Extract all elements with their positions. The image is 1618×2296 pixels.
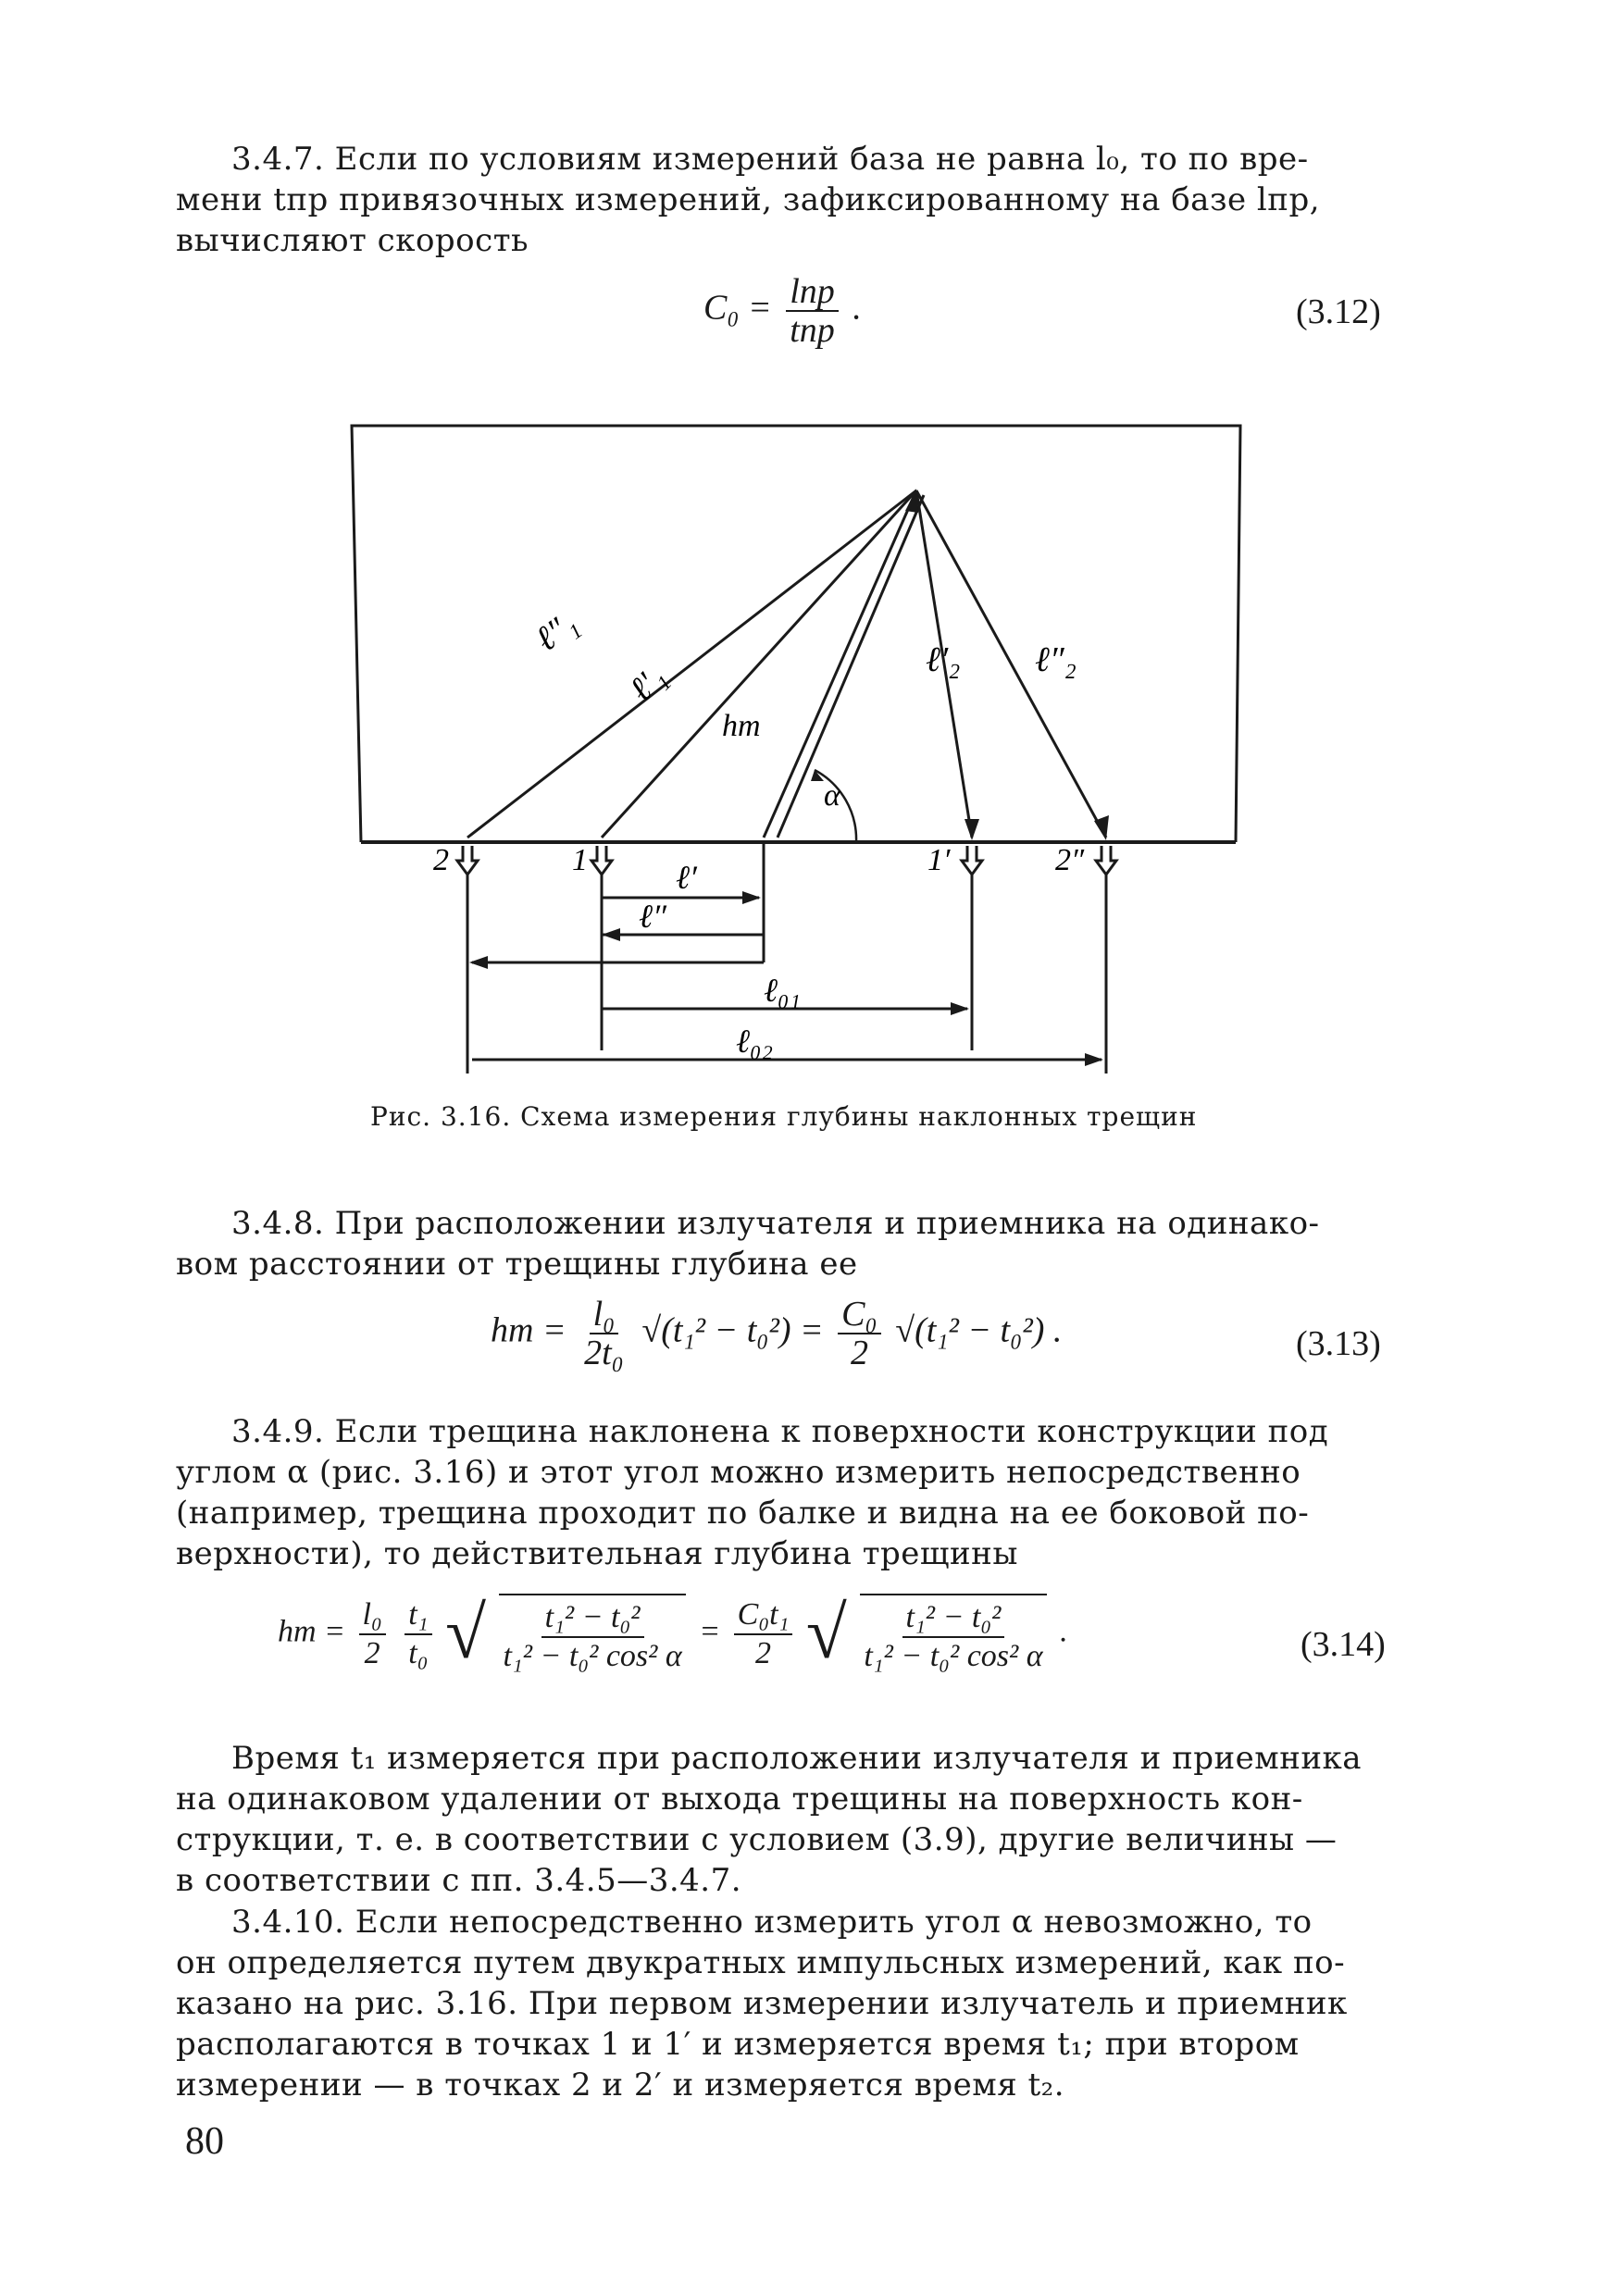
fraction-numerator: l₀ [359, 1596, 386, 1635]
text-line: в соответствии с пп. 3.4.5—3.4.7. [176, 1862, 742, 1899]
extension-lines [467, 842, 1106, 1074]
formula-lhs: hт = [491, 1310, 566, 1350]
equation-number-3-13: (3.13) [1296, 1324, 1381, 1363]
ray-l1pp [467, 490, 916, 838]
fraction-numerator: C₀t₁ [734, 1596, 793, 1635]
text-line: (например, трещина проходит по балке и видна на ее боковой по- [176, 1495, 1310, 1532]
transducer-marker [457, 846, 1116, 875]
fraction [499, 1594, 685, 1675]
text-line: 3.4.9. Если трещина наклонена к поверхности конструкции под [231, 1413, 1329, 1450]
paragraph-3-4-7 [176, 139, 1320, 261]
fraction-denominator: t₁² − t₀² cos² α [503, 1638, 682, 1673]
radical-sign: √ [805, 1593, 847, 1674]
paragraph-3-4-8 [176, 1203, 1320, 1285]
formula-tail: . [1060, 1614, 1068, 1649]
fraction [734, 1596, 793, 1672]
fraction-numerator: lпр [786, 273, 839, 312]
text-line: измерении — в точках 2 и 2′ и измеряется время t₂. [176, 2066, 1065, 2104]
text-line: вом расстоянии от трещины глубина ее [176, 1246, 858, 1283]
text-line: Время t₁ измеряется при расположении излучателя и приемника [231, 1740, 1363, 1777]
label-l02: ℓ₀₂ [736, 1023, 774, 1060]
formula-3-13 [491, 1296, 1062, 1371]
label-lp: ℓ′ [676, 859, 697, 896]
fraction [838, 1296, 881, 1371]
fraction-denominator: tпр [790, 311, 835, 350]
label-point-2pp: 2″ [1055, 843, 1085, 877]
fraction-denominator: t₁² − t₀² cos² α [864, 1638, 1043, 1673]
label-l1p: ℓ′₁ [621, 657, 674, 710]
page-number: 80 [185, 2120, 224, 2163]
label-point-1: 1 [572, 843, 588, 877]
label-lpp: ℓ″ [639, 898, 666, 935]
label-l01: ℓ₀₁ [764, 972, 802, 1009]
equation-number-3-14: (3.14) [1301, 1625, 1386, 1664]
text-line: он определяется путем двукратных импульсных измерений, как по- [176, 1944, 1346, 1981]
text-line: казано на рис. 3.16. При первом измерении излучатель и приемник [176, 1985, 1348, 2022]
radical: √(t₁² − t₀²) [641, 1310, 791, 1350]
fraction-numerator: C₀ [838, 1296, 881, 1334]
label-alpha: α [824, 778, 840, 813]
label-l1pp: ℓ″₁ [528, 602, 585, 660]
label-l2p: ℓ′₂ [926, 640, 961, 679]
equals-sign: = [699, 1614, 721, 1649]
fraction [860, 1594, 1046, 1675]
label-ht: hт [722, 709, 761, 743]
fraction-denominator: 2 [755, 1635, 772, 1670]
text-line: струкции, т. е. в соответствии с условием (3.9), другие величины — [176, 1821, 1338, 1858]
fraction-numerator: t₁² − t₀² [902, 1599, 1005, 1638]
fraction [580, 1296, 628, 1371]
formula-lhs: hт = [278, 1614, 345, 1649]
formula-3-12 [703, 273, 862, 349]
crack-line [778, 495, 924, 838]
formula-3-14 [278, 1592, 1068, 1676]
arrowhead [965, 819, 979, 840]
formula-tail: . [1052, 1310, 1063, 1350]
text-line: 3.4.10. Если непосредственно измерить угол α невозможно, то [231, 1904, 1313, 1941]
fraction [404, 1596, 431, 1672]
equation-number-3-12: (3.12) [1296, 292, 1381, 331]
label-point-1p: 1′ [927, 843, 951, 877]
formula-tail: . [853, 288, 862, 328]
text-line: мени tпр привязочных измерений, зафиксированному на базе lпр, [176, 181, 1321, 218]
text-line: на одинаковом удалении от выхода трещины на поверхность кон- [176, 1781, 1303, 1818]
fraction-numerator: t₁ [404, 1596, 431, 1635]
paragraph-3-4-9 [176, 1411, 1328, 1574]
figure-3-16 [324, 407, 1296, 1074]
paragraph-time-t1 [176, 1738, 1362, 1901]
fraction-numerator: t₁² − t₀² [541, 1599, 644, 1638]
radical: √(t₁² − t₀²) [895, 1310, 1045, 1350]
text-line: располагаются в точках 1 и 1′ и измеряется время t₁; при втором [176, 2026, 1300, 2063]
text-line: верхности), то действительная глубина трещины [176, 1535, 1018, 1572]
fraction [786, 273, 839, 349]
text-line: 3.4.8. При расположении излучателя и приемника на одинако- [231, 1205, 1320, 1242]
figure-caption: Рис. 3.16. Схема измерения глубины наклонных трещин [370, 1101, 1198, 1132]
label-point-2: 2 [433, 843, 449, 877]
paragraph-3-4-10 [176, 1902, 1348, 2105]
text-line: вычисляют скорость [176, 222, 529, 259]
label-l2pp: ℓ″₂ [1035, 640, 1077, 679]
fraction [359, 1596, 386, 1672]
fraction-denominator: 2 [850, 1334, 868, 1372]
text-line: 3.4.7. Если по условиям измерений база не равна l₀, то по вре- [231, 141, 1309, 178]
text-line: углом α (рис. 3.16) и этот угол можно измерить непосредственно [176, 1454, 1301, 1491]
formula-lhs: C₀ = [703, 288, 772, 328]
fraction-denominator: 2 [364, 1635, 380, 1670]
equals-sign: = [800, 1310, 824, 1350]
fraction-numerator: l₀ [590, 1296, 619, 1334]
fraction-denominator: 2t₀ [584, 1334, 624, 1372]
specimen-outline [352, 426, 1240, 842]
radical-sign: √ [445, 1593, 486, 1674]
fraction-denominator: t₀ [408, 1635, 429, 1670]
